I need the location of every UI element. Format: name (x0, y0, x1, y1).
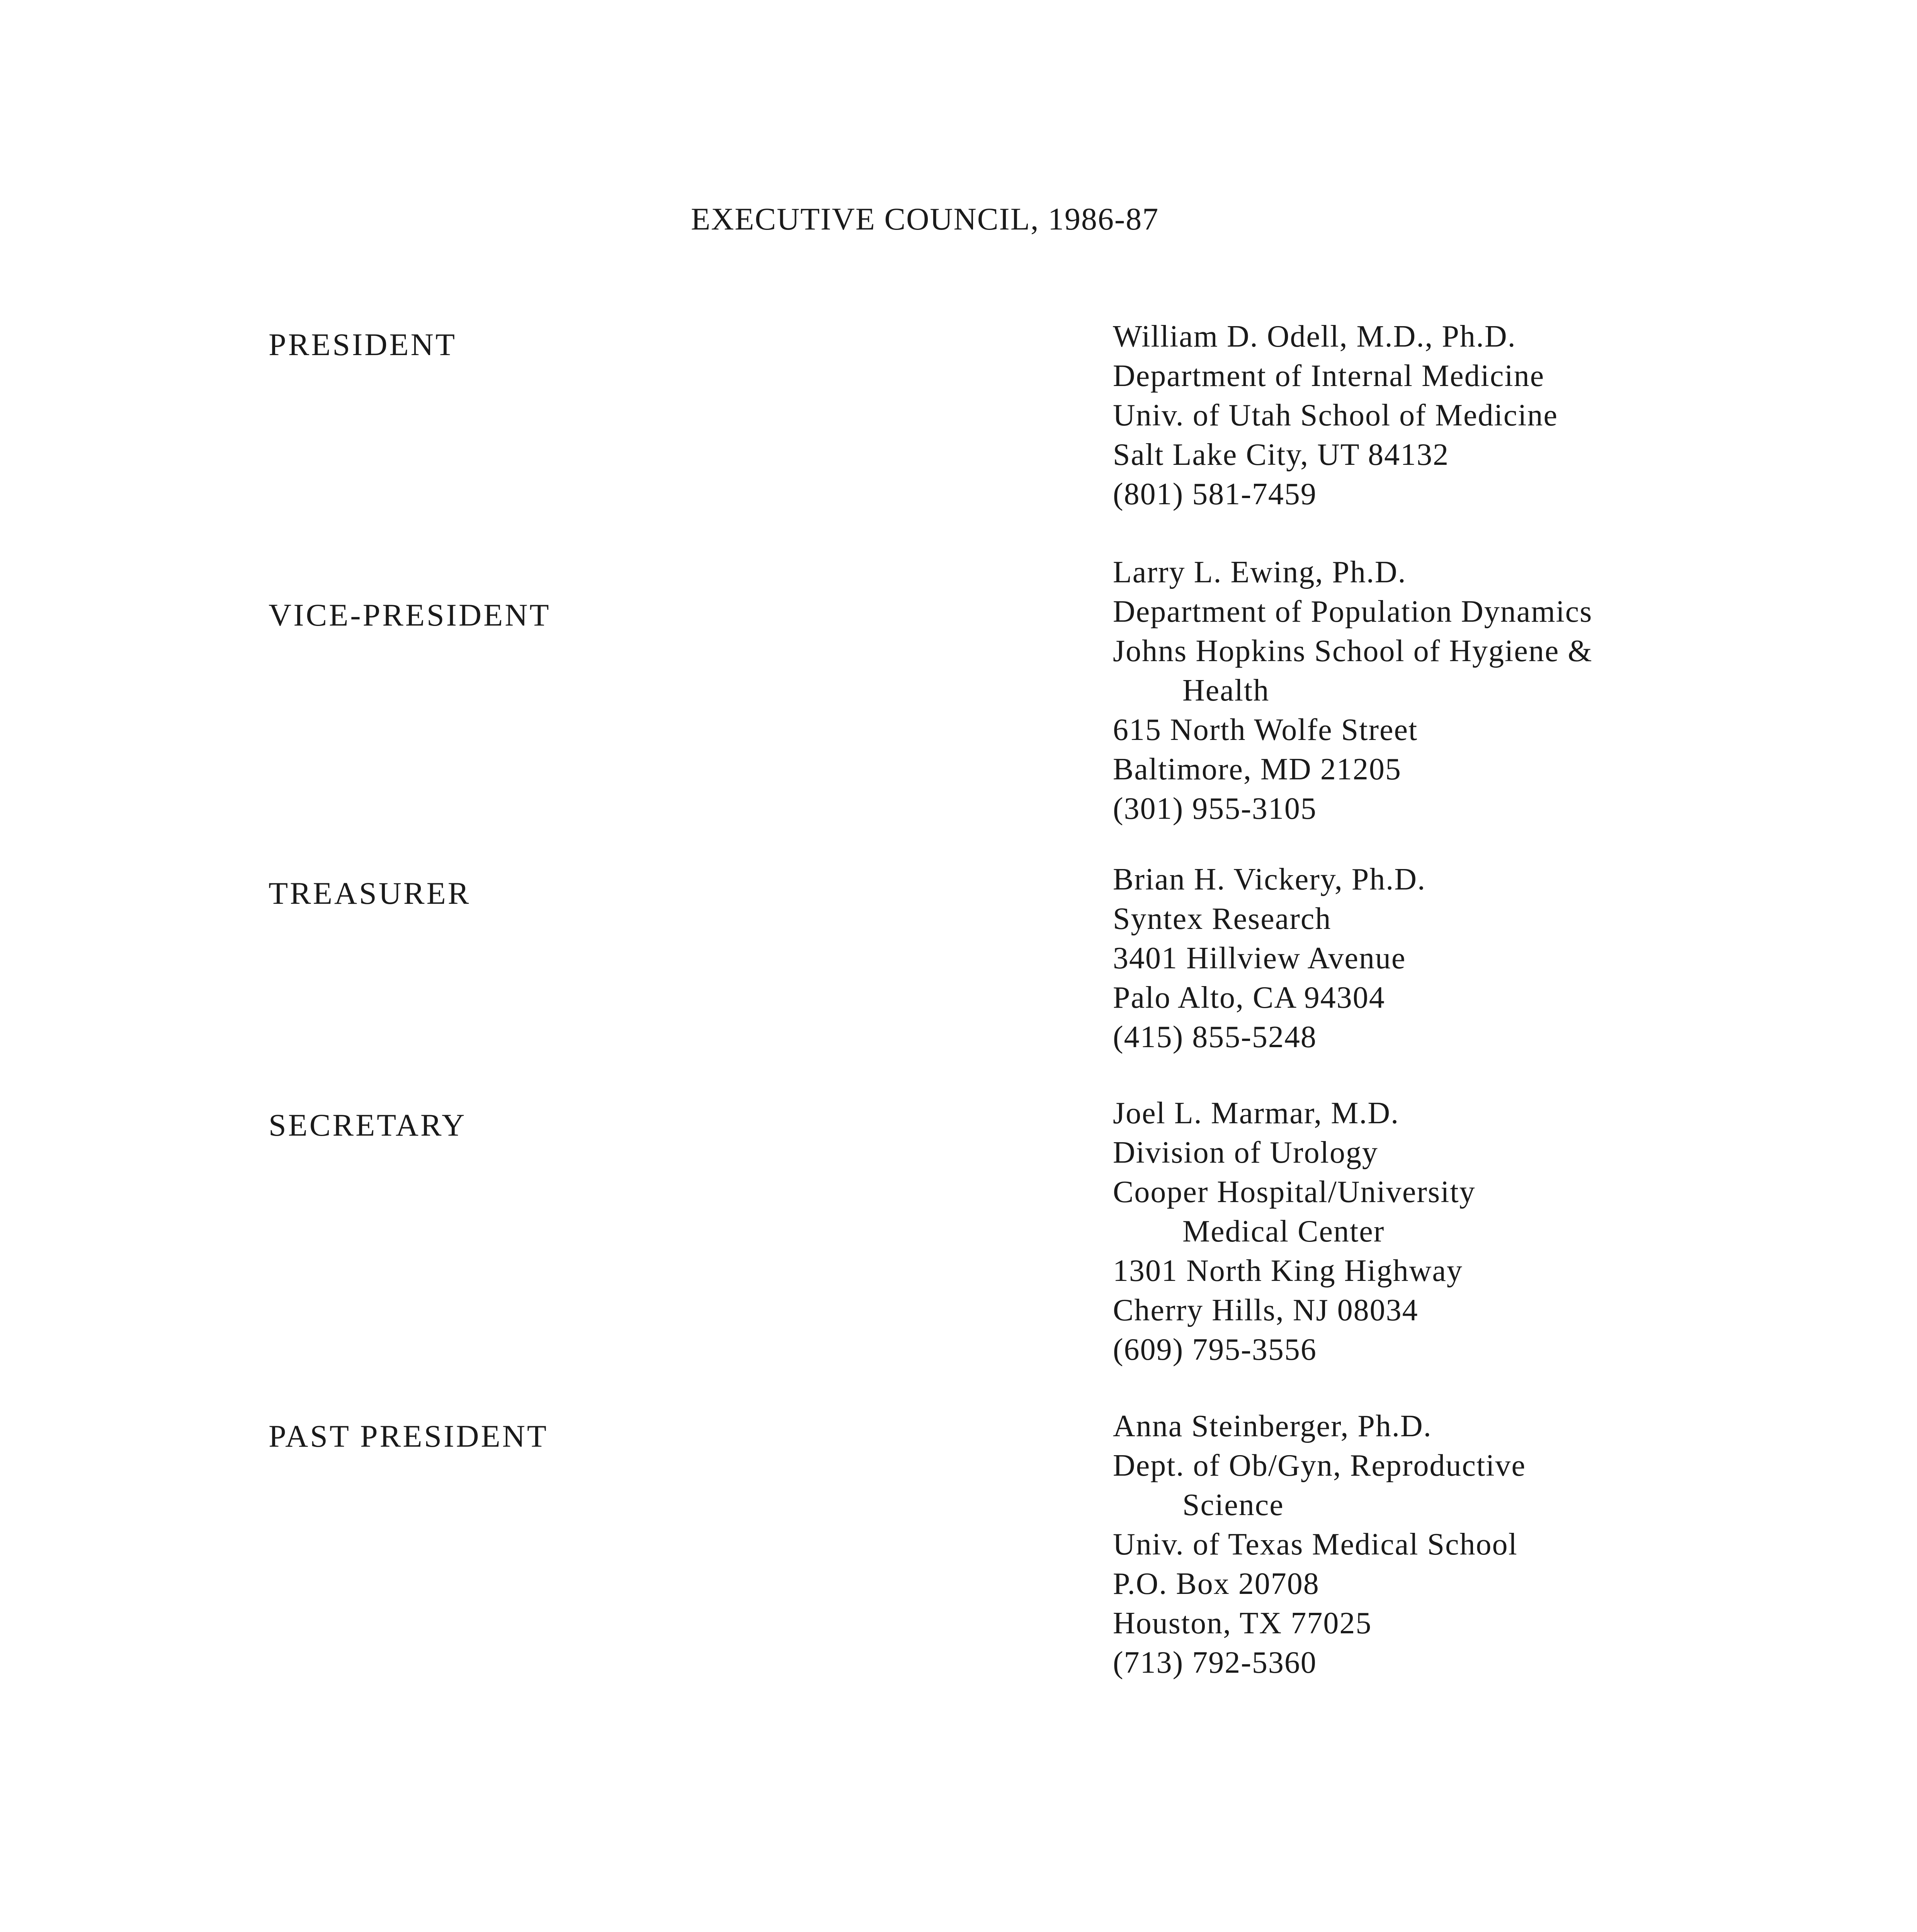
address-line: Salt Lake City, UT 84132 (1113, 438, 1449, 472)
address-line: 3401 Hillview Avenue (1113, 941, 1406, 975)
officer-entry-vice-president (1113, 553, 1828, 828)
officer-entry-secretary (1113, 1094, 1828, 1369)
address-line: Brian H. Vickery, Ph.D. (1113, 862, 1426, 896)
address-line: Houston, TX 77025 (1113, 1606, 1372, 1640)
officer-entry-past-president (1113, 1406, 1828, 1682)
address-line: Univ. of Texas Medical School (1113, 1527, 1518, 1561)
role-label-treasurer: TREASURER (269, 876, 471, 911)
address-line: Larry L. Ewing, Ph.D. (1113, 555, 1407, 589)
address-line: Palo Alto, CA 94304 (1113, 981, 1385, 1015)
address-line: 1301 North King Highway (1113, 1254, 1463, 1288)
address-line: 615 North Wolfe Street (1113, 713, 1418, 747)
address-line: Department of Population Dynamics (1113, 595, 1593, 629)
officer-entry-treasurer (1113, 860, 1828, 1057)
address-line: Anna Steinberger, Ph.D. (1113, 1409, 1432, 1443)
role-label-past-president: PAST PRESIDENT (269, 1418, 548, 1454)
address-line: Joel L. Marmar, M.D. (1113, 1096, 1400, 1130)
address-line: William D. Odell, M.D., Ph.D. (1113, 320, 1516, 354)
address-line: Medical Center (1182, 1214, 1385, 1248)
role-label-president: PRESIDENT (269, 327, 457, 362)
address-line: Science (1182, 1488, 1284, 1522)
address-line: Baltimore, MD 21205 (1113, 752, 1402, 786)
address-line: Univ. of Utah School of Medicine (1113, 398, 1558, 432)
role-label-vice-president: VICE-PRESIDENT (269, 597, 551, 633)
officer-entry-president (1113, 317, 1828, 514)
address-line: (801) 581-7459 (1113, 477, 1317, 511)
address-line: Department of Internal Medicine (1113, 359, 1545, 393)
address-line: (415) 855-5248 (1113, 1020, 1317, 1054)
address-line: (713) 792-5360 (1113, 1646, 1317, 1680)
address-line: Health (1182, 673, 1270, 707)
address-line: Cooper Hospital/University (1113, 1175, 1476, 1209)
address-line: Cherry Hills, NJ 08034 (1113, 1293, 1419, 1327)
role-label-secretary: SECRETARY (269, 1107, 467, 1143)
document-title: EXECUTIVE COUNCIL, 1986-87 (691, 201, 1159, 236)
address-line: P.O. Box 20708 (1113, 1567, 1320, 1601)
address-line: (301) 955-3105 (1113, 792, 1317, 826)
address-line: Syntex Research (1113, 902, 1332, 936)
address-line: Johns Hopkins School of Hygiene & (1113, 634, 1593, 668)
address-line: Dept. of Ob/Gyn, Reproductive (1113, 1449, 1526, 1483)
address-line: (609) 795-3556 (1113, 1333, 1317, 1367)
address-line: Division of Urology (1113, 1136, 1378, 1170)
